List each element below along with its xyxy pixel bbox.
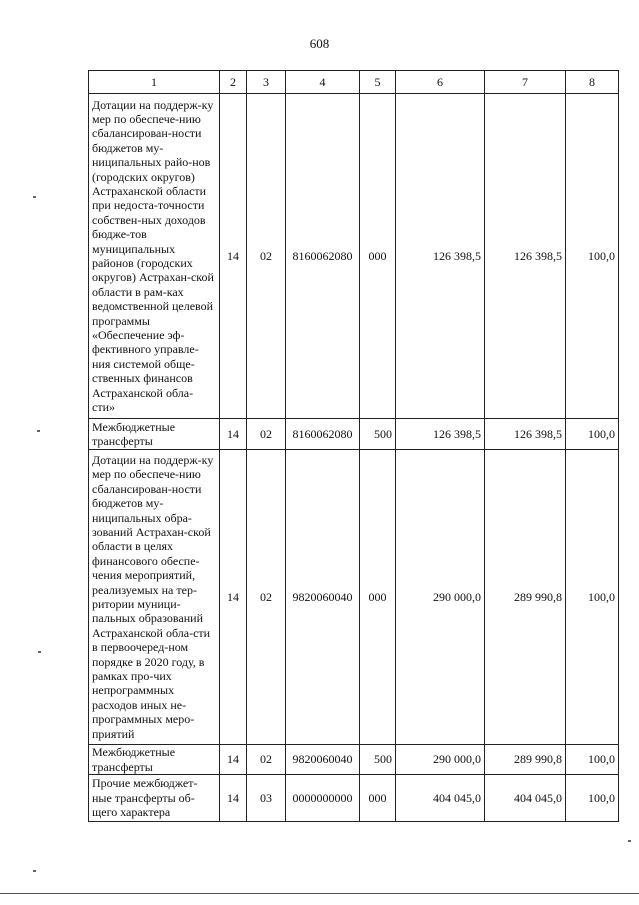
column-header-2: 2 <box>220 71 247 94</box>
cell-expense-type: 000 <box>360 775 396 822</box>
table-row <box>89 450 619 745</box>
scan-speck <box>33 196 36 198</box>
column-header-1: 1 <box>89 71 220 94</box>
cell-planned: 126 398,5 <box>396 94 485 419</box>
cell-subsection: 02 <box>247 419 286 450</box>
cell-target-code: 9820060040 <box>286 450 360 745</box>
cell-executed: 289 990,8 <box>485 450 566 745</box>
cell-executed: 126 398,5 <box>485 419 566 450</box>
cell-expense-type: 500 <box>360 745 396 775</box>
scan-speck <box>38 651 41 653</box>
cell-section: 14 <box>220 94 247 419</box>
column-header-4: 4 <box>286 71 360 94</box>
cell-subsection: 03 <box>247 775 286 822</box>
cell-percent: 100,0 <box>566 94 619 419</box>
row-description: Межбюджетные трансферты <box>89 419 220 450</box>
column-header-8: 8 <box>566 71 619 94</box>
column-header-3: 3 <box>247 71 286 94</box>
table-row <box>89 419 619 450</box>
budget-table <box>88 70 619 822</box>
cell-subsection: 02 <box>247 94 286 419</box>
cell-section: 14 <box>220 450 247 745</box>
cell-expense-type: 500 <box>360 419 396 450</box>
column-header-5: 5 <box>360 71 396 94</box>
cell-expense-type: 000 <box>360 94 396 419</box>
header-row <box>89 71 619 94</box>
row-description: Дотации на поддерж-ку мер по обеспече-нию сбалансирован-ности бюджетов му-ниципальных райо-нов (городских округов) Астраханской области при недоста-точности собствен-ных доходов бюдже-тов муниципальных районов (городских округов) Астрахан-ской области в рам-ках ведомственной целевой программы «Обеспечение эф-фективного управле-ния системой обще-ственных финансов Астраханской обла-сти» <box>89 94 220 419</box>
row-description: Прочие межбюджет-ные трансферты об-щего характера <box>89 775 220 822</box>
scan-speck <box>628 840 631 842</box>
row-description: Дотации на поддерж-ку мер по обеспече-нию сбалансирован-ности бюджетов му-ниципальных обра-зований Астрахан-ской области в целях финансового обеспе-чения мероприятий, реализуемых на тер-ритории муници-пальных образований Астраханской обла-сти в первоочеред-ном порядке в 2020 году, в рамках про-чих непрограммных расходов иных не-программных меро-приятий <box>89 450 220 745</box>
cell-expense-type: 000 <box>360 450 396 745</box>
cell-target-code: 0000000000 <box>286 775 360 822</box>
cell-subsection: 02 <box>247 450 286 745</box>
cell-percent: 100,0 <box>566 745 619 775</box>
cell-planned: 404 045,0 <box>396 775 485 822</box>
cell-percent: 100,0 <box>566 419 619 450</box>
cell-executed: 289 990,8 <box>485 745 566 775</box>
cell-planned: 126 398,5 <box>396 419 485 450</box>
cell-target-code: 9820060040 <box>286 745 360 775</box>
scan-speck <box>37 430 40 432</box>
cell-percent: 100,0 <box>566 775 619 822</box>
scan-speck <box>33 870 36 872</box>
table-row <box>89 745 619 775</box>
cell-section: 14 <box>220 775 247 822</box>
column-header-7: 7 <box>485 71 566 94</box>
table-row <box>89 94 619 419</box>
cell-section: 14 <box>220 745 247 775</box>
page-number: 608 <box>309 36 330 51</box>
cell-target-code: 8160062080 <box>286 94 360 419</box>
cell-target-code: 8160062080 <box>286 419 360 450</box>
table-row <box>89 775 619 822</box>
column-header-6: 6 <box>396 71 485 94</box>
cell-subsection: 02 <box>247 745 286 775</box>
cell-planned: 290 000,0 <box>396 450 485 745</box>
page-bottom-rule <box>0 893 639 894</box>
cell-planned: 290 000,0 <box>396 745 485 775</box>
cell-percent: 100,0 <box>566 450 619 745</box>
row-description: Межбюджетные трансферты <box>89 745 220 775</box>
cell-executed: 404 045,0 <box>485 775 566 822</box>
cell-section: 14 <box>220 419 247 450</box>
cell-executed: 126 398,5 <box>485 94 566 419</box>
